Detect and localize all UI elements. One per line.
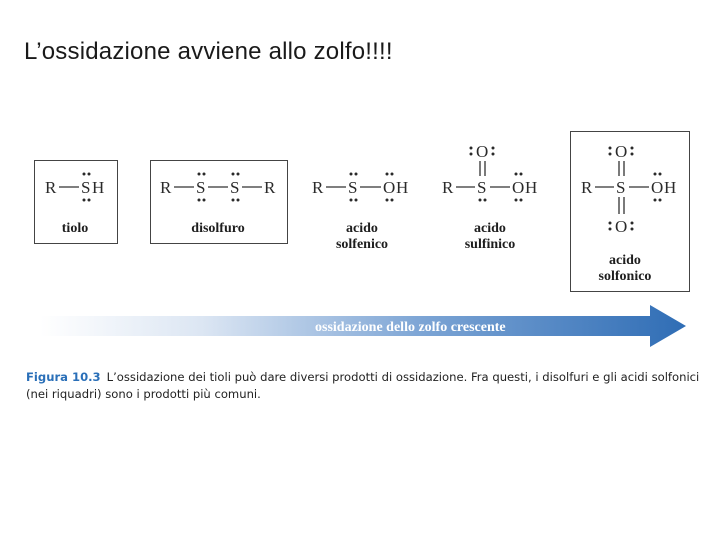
solfenico-name-line1: acido [346,221,378,236]
lone-pair-dot [659,199,662,202]
lone-pair-dot [492,153,495,156]
tiolo-atom-s: S [81,178,91,197]
slide-title: L’ossidazione avviene allo zolfo!!!! [24,38,393,65]
lone-pair-dot [203,199,206,202]
tiolo-atom-h: H [92,178,105,197]
solfonico-atom-o: O [651,178,664,197]
lone-pair-dot [88,173,91,176]
lone-pair-dot [83,199,86,202]
lone-pair-dot [198,173,201,176]
sulfinico-atom-h: H [525,178,538,197]
lone-pair-dot [391,199,394,202]
lone-pair-dot [520,173,523,176]
acido-solfenico-structure [312,173,408,253]
lone-pair-dot [609,153,612,156]
disolfuro-structure [160,173,276,237]
solfonico-name-line1: acido [609,253,641,268]
lone-pair-dot [492,147,495,150]
disolfuro-atom-r1: R [160,178,172,197]
lone-pair-dot [355,173,358,176]
lone-pair-dot [350,199,353,202]
sulfinico-atom-o: O [512,178,525,197]
lone-pair-dot [355,199,358,202]
figure-caption [26,369,706,403]
lone-pair-dot [386,199,389,202]
lone-pair-dot [88,199,91,202]
oxidation-arrow [40,305,686,347]
lone-pair-dot [391,173,394,176]
lone-pair-dot [609,147,612,150]
acido-sulfinico-structure [442,142,537,252]
solfonico-atom-o-top: O [615,142,628,161]
disolfuro-atom-r2: R [264,178,276,197]
lone-pair-dot [631,153,634,156]
lone-pair-dot [237,173,240,176]
sulfinico-atom-o-top: O [476,142,489,161]
lone-pair-dot [631,147,634,150]
solfenico-atom-s: S [348,178,358,197]
solfonico-atom-h: H [664,178,677,197]
lone-pair-dot [631,228,634,231]
lone-pair-dot [198,199,201,202]
sulfinico-name-line2: sulfinico [464,237,516,252]
disolfuro-atom-s1: S [196,178,206,197]
lone-pair-dot [232,199,235,202]
tiolo-name: tiolo [61,221,89,236]
sulfinico-atom-s: S [477,178,487,197]
lone-pair-dot [659,173,662,176]
lone-pair-dot [350,173,353,176]
sulfinico-name-line1: acido [474,221,506,236]
disolfuro-atom-s2: S [230,178,240,197]
lone-pair-dot [609,228,612,231]
caption-text: L’ossidazione dei tioli può dare diversi prodotti di ossidazione. Fra questi, i disolfuri e gli acidi solfonici (nei riquadri) sono i prodotti più comuni. [26,370,700,401]
lone-pair-dot [654,199,657,202]
sulfinico-atom-r: R [442,178,454,197]
tiolo-atom-r: R [45,178,57,197]
figure-label: Figura 10.3 [26,370,101,384]
tiolo-structure [45,173,104,237]
lone-pair-dot [479,199,482,202]
solfonico-atom-s: S [616,178,626,197]
lone-pair-dot [232,173,235,176]
lone-pair-dot [237,199,240,202]
lone-pair-dot [654,173,657,176]
solfenico-atom-o: O [383,178,396,197]
disolfuro-name: disolfuro [191,221,245,236]
lone-pair-dot [484,199,487,202]
lone-pair-dot [386,173,389,176]
lone-pair-dot [83,173,86,176]
lone-pair-dot [470,147,473,150]
lone-pair-dot [520,199,523,202]
solfonico-atom-r: R [581,178,593,197]
solfenico-atom-h: H [396,178,409,197]
solfenico-atom-r: R [312,178,324,197]
solfonico-name-line2: solfonico [598,269,652,284]
acido-solfonico-structure [581,142,676,284]
lone-pair-dot [515,173,518,176]
lone-pair-dot [203,173,206,176]
solfenico-name-line2: solfenico [335,237,389,252]
solfonico-atom-o-bottom: O [615,217,628,236]
lone-pair-dot [470,153,473,156]
arrow-label: ossidazione dello zolfo crescente [315,320,506,335]
lone-pair-dot [515,199,518,202]
lone-pair-dot [609,222,612,225]
lone-pair-dot [631,222,634,225]
